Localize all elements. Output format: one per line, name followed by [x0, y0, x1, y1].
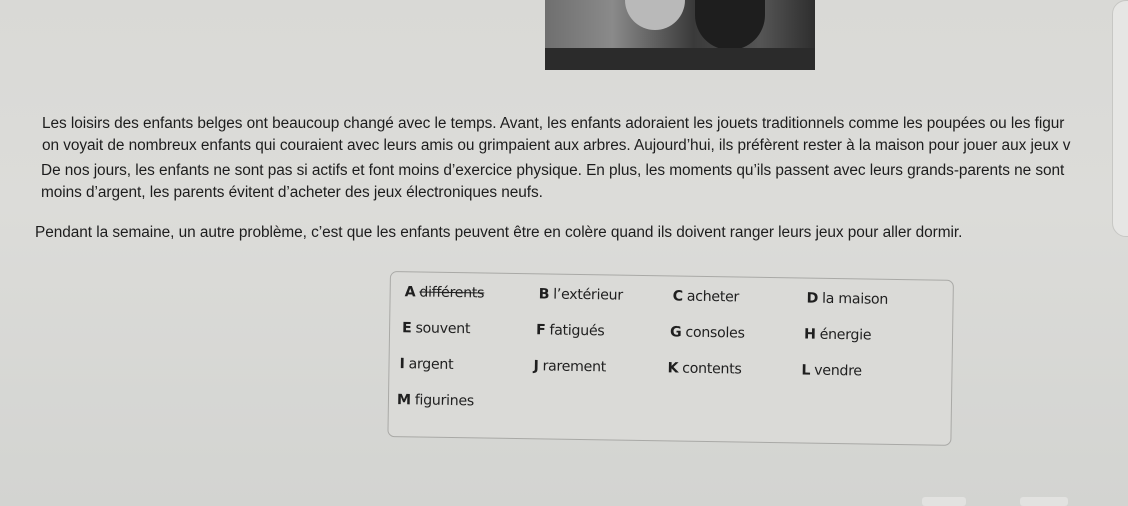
option-word: vendre — [814, 362, 862, 380]
word-bank — [387, 271, 954, 446]
option-c — [673, 288, 740, 305]
option-word: souvent — [415, 320, 471, 338]
option-j — [533, 358, 606, 375]
option-k — [667, 360, 741, 377]
option-word: figurines — [414, 392, 475, 410]
option-word: acheter — [686, 288, 740, 306]
paragraph-1-line-2: on voyait de nombreux enfants qui couraient avec leurs amis ou grimpaient aux arbres. Aujourd’hui, ils préfèrent rester à la maison pour jouer aux jeux v — [42, 137, 1071, 154]
option-l — [801, 362, 862, 379]
option-word: contents — [682, 360, 742, 378]
option-letter: M — [396, 392, 411, 409]
paragraph-2-line-1: De nos jours, les enfants ne sont pas si actifs et font moins d’exercice physique. En plus, les moments qu’ils passent avec leurs grands-parents ne sont — [41, 162, 1065, 179]
option-m — [397, 392, 474, 409]
option-letter: G — [669, 324, 682, 341]
paragraph-3 — [35, 222, 962, 244]
bottom-bar-right — [1020, 497, 1068, 506]
option-a — [405, 284, 485, 301]
option-word: l’extérieur — [553, 286, 623, 304]
option-word: différents — [419, 284, 485, 302]
option-word: consoles — [685, 324, 745, 342]
option-letter: J — [533, 358, 539, 375]
option-letter: K — [667, 360, 679, 377]
option-word: rarement — [542, 358, 607, 376]
option-d — [806, 291, 888, 308]
option-i — [399, 356, 453, 373]
paragraph-1 — [42, 113, 1070, 157]
photo-figure-dark — [695, 0, 765, 50]
option-e — [402, 320, 470, 337]
option-word: énergie — [819, 326, 872, 344]
option-letter: E — [401, 320, 412, 337]
option-word: la maison — [821, 290, 889, 308]
photo — [545, 0, 815, 70]
option-word: fatigués — [549, 322, 605, 340]
paragraph-3-line-1: Pendant la semaine, un autre problème, c’est que les enfants peuvent être en colère quand ils doivent ranger leurs jeux pour aller dormir. — [35, 224, 963, 241]
paragraph-2 — [41, 160, 1064, 204]
option-h — [804, 327, 871, 344]
option-letter: F — [535, 322, 546, 339]
option-g — [670, 324, 745, 341]
option-letter: A — [404, 284, 416, 301]
option-letter: I — [399, 356, 405, 373]
option-letter: H — [803, 326, 816, 343]
side-panel-edge — [1112, 0, 1128, 237]
bottom-bar-left — [922, 497, 966, 506]
option-b — [539, 286, 623, 303]
option-letter: B — [538, 286, 550, 303]
paragraph-2-line-2: moins d’argent, les parents évitent d’acheter des jeux électroniques neufs. — [41, 184, 543, 201]
option-letter: C — [672, 288, 683, 305]
option-letter: L — [801, 362, 811, 379]
paragraph-1-line-1: Les loisirs des enfants belges ont beaucoup changé avec le temps. Avant, les enfants adoraient les jouets traditionnels comme les poupées ou les figur — [42, 115, 1065, 132]
photo-floor — [545, 48, 815, 70]
option-word: argent — [408, 356, 454, 374]
photo-figure-light — [625, 0, 685, 30]
option-letter: D — [806, 290, 819, 307]
option-f — [536, 322, 605, 339]
